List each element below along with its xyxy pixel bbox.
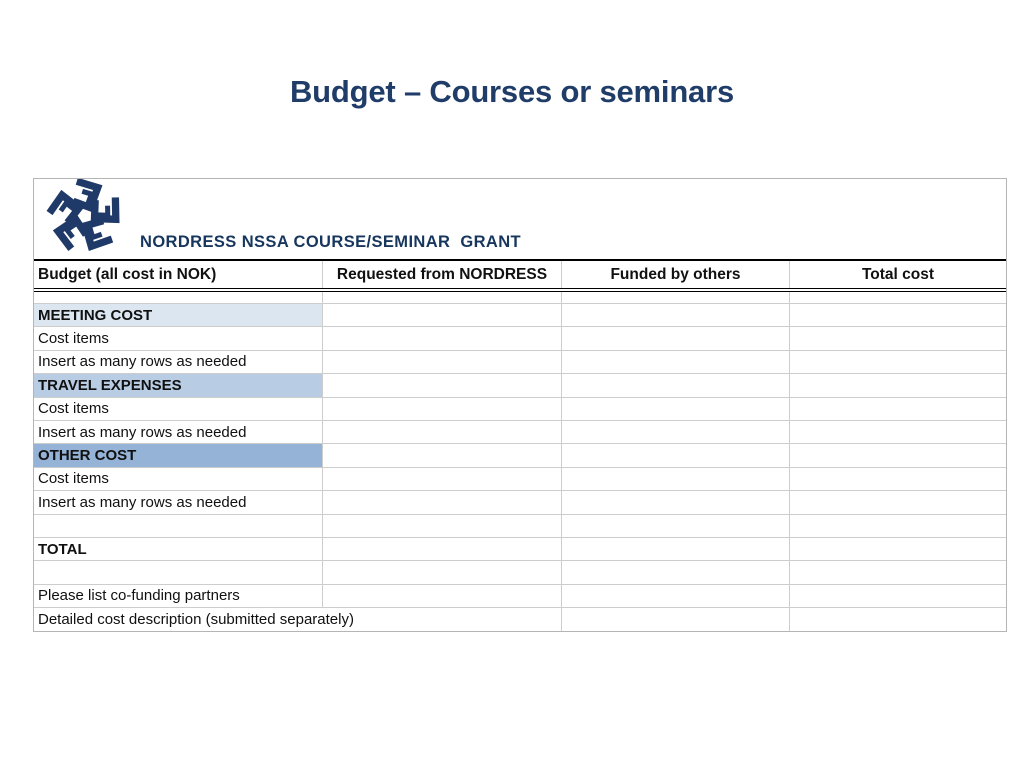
total-cell — [790, 561, 1006, 583]
funded-cell — [562, 608, 790, 631]
requested-cell — [323, 444, 562, 466]
total-cell — [790, 327, 1006, 349]
table-row — [34, 585, 1006, 608]
funded-cell — [562, 421, 790, 443]
row-label: Cost items — [38, 470, 109, 488]
row-label-cell — [34, 515, 323, 537]
total-cell — [790, 304, 1006, 326]
row-label: Insert as many rows as needed — [38, 423, 247, 441]
total-cell — [790, 292, 1006, 303]
row-label-cell — [34, 585, 323, 607]
row-label: Insert as many rows as needed — [38, 493, 247, 511]
row-label: Cost items — [38, 400, 109, 418]
row-label: Detailed cost description (submitted separately) — [38, 611, 354, 629]
row-label-cell — [34, 561, 323, 583]
requested-cell — [323, 561, 562, 583]
table-row — [34, 327, 1006, 350]
nordress-logo-icon — [39, 179, 131, 256]
requested-cell — [323, 398, 562, 420]
row-label-cell — [34, 327, 323, 349]
requested-cell — [323, 304, 562, 326]
row-label: Please list co-funding partners — [38, 587, 240, 605]
requested-cell — [323, 585, 562, 607]
funded-cell — [562, 468, 790, 490]
requested-cell — [323, 292, 562, 303]
table-row — [34, 421, 1006, 444]
row-label-cell — [34, 351, 323, 373]
row-label: TOTAL — [38, 540, 87, 558]
table-brand-header — [34, 179, 1006, 259]
funded-cell — [562, 538, 790, 560]
funded-cell — [562, 374, 790, 396]
requested-cell — [323, 491, 562, 513]
row-label: MEETING COST — [38, 306, 153, 324]
total-cell — [790, 351, 1006, 373]
table-row — [34, 491, 1006, 514]
column-header-funded: Funded by others — [562, 261, 790, 288]
table-row — [34, 398, 1006, 421]
table-row — [34, 444, 1006, 467]
total-cell — [790, 585, 1006, 607]
funded-cell — [562, 327, 790, 349]
funded-cell — [562, 304, 790, 326]
table-row — [34, 292, 1006, 304]
table-row — [34, 515, 1006, 538]
total-cell — [790, 468, 1006, 490]
table-body — [34, 292, 1006, 631]
total-cell — [790, 444, 1006, 466]
row-label: Insert as many rows as needed — [38, 353, 247, 371]
requested-cell — [323, 421, 562, 443]
table-row — [34, 468, 1006, 491]
funded-cell — [562, 444, 790, 466]
table-header-row — [34, 259, 1006, 292]
column-header-total: Total cost — [861, 265, 935, 283]
total-cell — [790, 515, 1006, 537]
table-row — [34, 608, 1006, 631]
funded-cell — [562, 351, 790, 373]
table-row — [34, 374, 1006, 397]
row-label: Cost items — [38, 330, 109, 348]
funded-cell — [562, 585, 790, 607]
row-label-cell — [34, 421, 323, 443]
row-label-cell — [34, 468, 323, 490]
total-cell — [790, 491, 1006, 513]
row-label-cell — [34, 491, 323, 513]
table-row — [34, 304, 1006, 327]
row-label-cell — [34, 398, 323, 420]
row-label: OTHER COST — [38, 447, 137, 465]
budget-table — [33, 178, 1007, 632]
grant-title: NORDRESS NSSA COURSE/SEMINAR GRANT — [140, 233, 522, 251]
requested-cell — [323, 327, 562, 349]
row-label-cell — [34, 444, 323, 466]
table-row — [34, 351, 1006, 374]
requested-cell — [323, 515, 562, 537]
row-label-cell — [34, 538, 323, 560]
funded-cell — [562, 398, 790, 420]
row-label-cell — [34, 374, 323, 396]
total-cell — [790, 398, 1006, 420]
funded-cell — [562, 491, 790, 513]
requested-cell — [323, 468, 562, 490]
table-row — [34, 538, 1006, 561]
total-cell — [790, 374, 1006, 396]
requested-cell — [323, 374, 562, 396]
row-label-cell — [34, 304, 323, 326]
table-row — [34, 561, 1006, 584]
row-label-cell — [34, 292, 323, 303]
column-header-requested: Requested from NORDRESS — [323, 261, 562, 288]
total-cell — [790, 538, 1006, 560]
row-label-cell — [34, 608, 562, 631]
funded-cell — [562, 561, 790, 583]
column-header-budget: Budget (all cost in NOK) — [34, 261, 323, 288]
requested-cell — [323, 538, 562, 560]
row-label: TRAVEL EXPENSES — [38, 376, 182, 394]
page-title: Budget – Courses or seminars — [289, 74, 735, 109]
requested-cell — [323, 351, 562, 373]
funded-cell — [562, 292, 790, 303]
total-cell — [790, 608, 1006, 631]
total-cell — [790, 421, 1006, 443]
funded-cell — [562, 515, 790, 537]
